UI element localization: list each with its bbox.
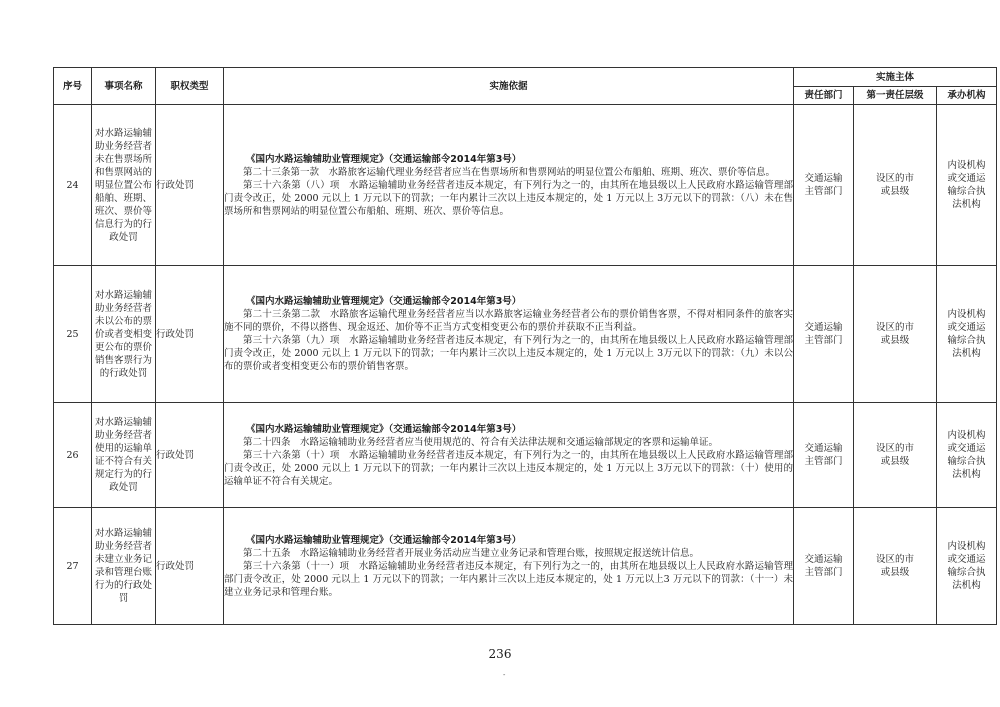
header-basis: 实施依据 — [224, 68, 794, 105]
law-title: 《国内水路运输辅助业管理规定》（交通运输部令2014年第3号） — [246, 534, 522, 546]
row-first-level — [854, 403, 937, 508]
row-basis — [224, 105, 794, 266]
row-basis — [224, 266, 794, 403]
row-handling-org — [937, 403, 997, 508]
row-item-name: 对水路运输辅助业务经营者未建立业务记录和管理台账行为的行政处罚 — [92, 508, 156, 625]
responsible-dept-text: 交通运输主管部门 — [804, 322, 843, 346]
row-item-name: 对水路运输辅助业务经营者未在售票场所和售票网站的明显位置公布船舶、班期、班次、票价等信息行为的行政处罚 — [92, 105, 156, 266]
first-level-text: 设区的市或县级 — [875, 173, 914, 197]
basis-paragraph: 第三十六条第（九）项 水路运输辅助业务经营者违反本规定，有下列行为之一的，由其所在地县级以上人民政府水路运输管理部门责令改正，处 2000 元以上 1 万元以下的罚款；一年内累计三次以上违反本规定的，处 1 万元以上 3万元以下的罚款：（九）未以公布的票价或者变相变更公布的票价销售客票。 — [224, 335, 793, 372]
header-index: 序号 — [54, 68, 92, 105]
row-index: 24 — [54, 105, 92, 266]
row-handling-org — [937, 508, 997, 625]
row-responsible-dept — [794, 105, 854, 266]
first-level-text: 设区的市或县级 — [875, 443, 914, 467]
row-basis — [224, 403, 794, 508]
responsible-dept-text: 交通运输主管部门 — [804, 443, 843, 467]
row-authority-type: 行政处罚 — [156, 508, 224, 625]
handling-org-text: 内设机构或交通运输综合执法机构 — [947, 160, 986, 210]
law-title: 《国内水路运输辅助业管理规定》（交通运输部令2014年第3号） — [246, 296, 522, 307]
row-authority-type: 行政处罚 — [156, 403, 224, 508]
law-title: 《国内水路运输辅助业管理规定》（交通运输部令2014年第3号） — [246, 153, 522, 165]
basis-paragraph: 第三十六条第（十一）项 水路运输辅助业务经营者违反本规定，有下列行为之一的，由其所在地县级以上人民政府水路运输管理部门责令改正，处 2000 元以上 1 万元以下的罚款；一年内累计三次以上违反本规定的，处 1 万元以上3 万元以下的罚款：（十一）未建立业务记录和管理台账。 — [224, 560, 793, 598]
header-subject: 实施主体 — [794, 68, 997, 87]
handling-org-text: 内设机构或交通运输综合执法机构 — [947, 309, 986, 359]
row-authority-type: 行政处罚 — [156, 105, 224, 266]
authority-table — [53, 67, 997, 625]
row-item-name: 对水路运输辅助业务经营者未以公布的票价或者变相变更公布的票价销售客票行为的行政处罚 — [92, 266, 156, 403]
responsible-dept-text: 交通运输主管部门 — [804, 173, 843, 197]
header-first-level: 第一责任层级 — [854, 87, 937, 105]
table-row — [54, 508, 997, 625]
handling-org-text: 内设机构或交通运输综合执法机构 — [947, 541, 986, 591]
row-handling-org — [937, 266, 997, 403]
document-sheet — [53, 67, 986, 625]
basis-paragraph: 第三十六条第（十）项 水路运输辅助业务经营者违反本规定，有下列行为之一的，由其所在地县级以上人民政府水路运输管理部门责令改正，处 2000 元以上 1 万元以下的罚款；一年内累计三次以上违反本规定的，处 1 万元以上 3万元以下的罚款：（十）使用的运输单证不符合有关规定。 — [224, 449, 793, 487]
table-row — [54, 403, 997, 508]
row-first-level — [854, 508, 937, 625]
row-first-level — [854, 105, 937, 266]
row-first-level — [854, 266, 937, 403]
row-index: 27 — [54, 508, 92, 625]
header-authority-type: 职权类型 — [156, 68, 224, 105]
row-responsible-dept — [794, 266, 854, 403]
header-item-name: 事项名称 — [92, 68, 156, 105]
page-number: 236 — [488, 647, 512, 661]
row-responsible-dept — [794, 403, 854, 508]
footer-mark: - — [503, 671, 506, 679]
basis-paragraph: 第三十六条第（八）项 水路运输辅助业务经营者违反本规定，有下列行为之一的，由其所在地县级以上人民政府水路运输管理部门责令改正，处 2000 元以上 1 万元以下的罚款；一年内累计三次以上违反本规定的，处 1 万元以上 3万元以下的罚款：（八）未在售票场所和售票网站的明显位置公布船舶、班期、班次、票价等信息。 — [224, 179, 793, 217]
handling-org-text: 内设机构或交通运输综合执法机构 — [947, 430, 986, 480]
table-row — [54, 105, 997, 266]
first-level-text: 设区的市或县级 — [875, 322, 914, 346]
basis-paragraph: 第二十五条 水路运输辅助业务经营者开展业务活动应当建立业务记录和管理台账，按照规定报送统计信息。 — [243, 547, 700, 559]
row-authority-type: 行政处罚 — [156, 266, 224, 403]
row-handling-org — [937, 105, 997, 266]
basis-paragraph: 第二十三条第一款 水路旅客运输代理业务经营者应当在售票场所和售票网站的明显位置公布船舶、班期、班次、票价等信息。 — [243, 166, 776, 178]
row-item-name: 对水路运输辅助业务经营者使用的运输单证不符合有关规定行为的行政处罚 — [92, 403, 156, 508]
first-level-text: 设区的市或县级 — [875, 554, 914, 578]
row-responsible-dept — [794, 508, 854, 625]
law-title: 《国内水路运输辅助业管理规定》（交通运输部令2014年第3号） — [246, 423, 522, 435]
row-index: 26 — [54, 403, 92, 508]
basis-paragraph: 第二十三条第二款 水路旅客运输代理业务经营者应当以水路旅客运输业务经营者公布的票价销售客票，不得对相同条件的旅客实施不同的票价，不得以搭售、现金返还、加价等不正当方式变相变更公布的票价并获取不正当利益。 — [224, 309, 793, 333]
row-index: 25 — [54, 266, 92, 403]
table-row — [54, 266, 997, 403]
header-handling-org: 承办机构 — [937, 87, 997, 105]
row-basis — [224, 508, 794, 625]
basis-paragraph: 第二十四条 水路运输辅助业务经营者应当使用规范的、符合有关法律法规和交通运输部规定的客票和运输单证。 — [243, 436, 719, 448]
header-responsible-dept: 责任部门 — [794, 87, 854, 105]
responsible-dept-text: 交通运输主管部门 — [804, 554, 843, 578]
